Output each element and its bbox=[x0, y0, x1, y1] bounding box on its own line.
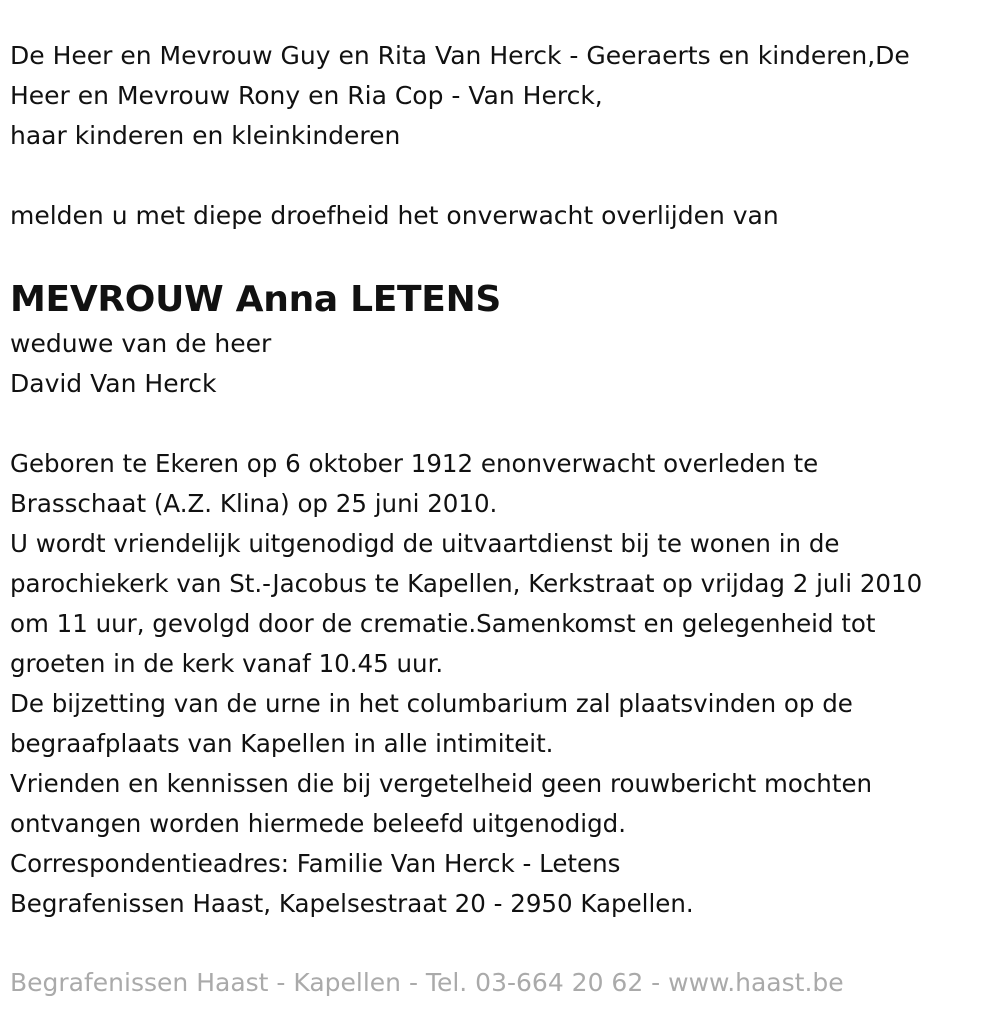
body-text bbox=[10, 444, 990, 924]
body-line: parochiekerk van St.-Jacobus te Kapellen, Kerkstraat op vrijdag 2 juli 2010 bbox=[10, 569, 923, 598]
deceased-spouse: David Van Herck bbox=[10, 369, 217, 398]
body-line: Geboren te Ekeren op 6 oktober 1912 enonverwacht overleden te bbox=[10, 449, 819, 478]
funeral-home-footer: Begrafenissen Haast - Kapellen - Tel. 03-664 20 62 - www.haast.be bbox=[10, 968, 844, 997]
family-line-2: Heer en Mevrouw Rony en Ria Cop - Van Herck, bbox=[10, 81, 603, 110]
body-line: U wordt vriendelijk uitgenodigd de uitvaartdienst bij te wonen in de bbox=[10, 529, 840, 558]
body-line: om 11 uur, gevolgd door de crematie.Samenkomst en gelegenheid tot bbox=[10, 609, 876, 638]
deceased-name: MEVROUW Anna LETENS bbox=[10, 279, 502, 320]
body-line: Brasschaat (A.Z. Klina) op 25 juni 2010. bbox=[10, 489, 498, 518]
spacer bbox=[10, 236, 990, 276]
body-line: ontvangen worden hiermede beleefd uitgenodigd. bbox=[10, 809, 626, 838]
body-line: De bijzetting van de urne in het columbarium zal plaatsvinden op de bbox=[10, 689, 853, 718]
family-line-1: De Heer en Mevrouw Guy en Rita Van Herck - Geeraerts en kinderen,De bbox=[10, 41, 910, 70]
body-line: Vrienden en kennissen die bij vergetelheid geen rouwbericht mochten bbox=[10, 769, 873, 798]
deceased-relation: weduwe van de heer bbox=[10, 329, 272, 358]
deceased-block bbox=[10, 276, 990, 404]
announcement-text: melden u met diepe droefheid het onverwacht overlijden van bbox=[10, 201, 779, 230]
family-line-3: haar kinderen en kleinkinderen bbox=[10, 121, 401, 150]
body-line: begraafplaats van Kapellen in alle intimiteit. bbox=[10, 729, 554, 758]
spacer bbox=[10, 156, 990, 196]
body-line: Correspondentieadres: Familie Van Herck - Letens bbox=[10, 849, 621, 878]
body-line: groeten in de kerk vanaf 10.45 uur. bbox=[10, 649, 444, 678]
spacer bbox=[10, 404, 990, 444]
body-line: Begrafenissen Haast, Kapelsestraat 20 - 2950 Kapellen. bbox=[10, 889, 694, 918]
